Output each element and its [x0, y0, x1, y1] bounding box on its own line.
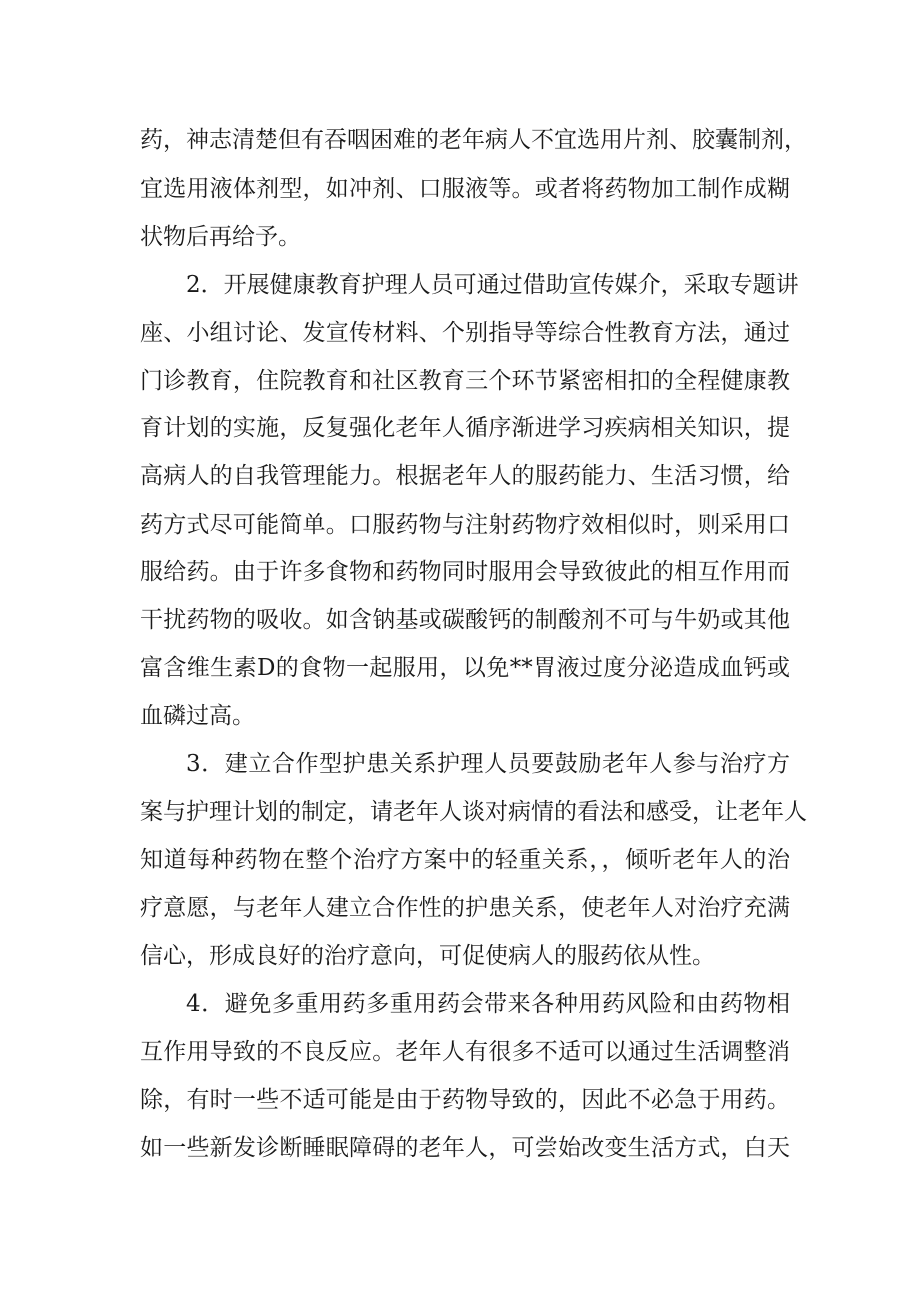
text-line: 案与护理计划的制定，请老年人谈对病情的看法和感受，让老年人 — [140, 799, 807, 825]
text-line: 育计划的实施，反复强化老年人循序渐进学习疾病相关知识，提 — [140, 415, 790, 441]
text-line: 药方式尽可能简单。口服药物与注射药物疗效相似时，则采用口 — [140, 512, 790, 538]
text-line: 高病人的自我管理能力。根据老年人的服药能力、生活习惯，给 — [140, 463, 790, 489]
paragraph-2-first-line: 2．开展健康教育护理人员可通过借助宣传媒介，采取专题讲 — [186, 272, 799, 298]
text-line: 除，有时一些不适可能是由于药物导致的，因此不必急于用药。 — [140, 1087, 790, 1113]
text-line: 药，神志清楚但有吞咽困难的老年病人不宜选用片剂、胶囊制剂， — [140, 127, 807, 153]
text-line: 疗意愿，与老年人建立合作性的护患关系，使老年人对治疗充满 — [140, 895, 790, 921]
text-line: 座、小组讨论、发宣传材料、个别指导等综合性教育方法，通过 — [140, 320, 790, 346]
text-line: 互作用导致的不良反应。老年人有很多不适可以通过生活调整消 — [140, 1039, 790, 1065]
text-line: 宜选用液体剂型，如冲剂、口服液等。或者将药物加工制作成糊 — [140, 176, 790, 202]
text-line: 门诊教育，住院教育和社区教育三个环节紧密相扣的全程健康教 — [140, 368, 790, 394]
paragraph-3-first-line: 3．建立合作型护患关系护理人员要鼓励老年人参与治疗方 — [186, 751, 790, 777]
text-line: 信心，形成良好的治疗意向，可促使病人的服药依从性。 — [140, 943, 715, 969]
text-line: 干扰药物的吸收。如含钠基或碳酸钙的制酸剂不可与牛奶或其他 — [140, 607, 790, 633]
text-line: 血磷过高。 — [140, 703, 255, 729]
text-line: 状物后再给予。 — [140, 224, 301, 250]
text-line: 富含维生素D的食物一起服用，以免**胃液过度分泌造成血钙或 — [140, 655, 790, 681]
text-line: 知道每种药物在整个治疗方案中的轻重关系，，倾听老年人的治 — [140, 847, 790, 873]
paragraph-4-first-line: 4．避免多重用药多重用药会带来各种用药风险和由药物相 — [186, 991, 790, 1017]
text-line: 如一些新发诊断睡眠障碍的老年人，可尝始改变生活方式，白天 — [140, 1135, 790, 1161]
text-line: 服给药。由于许多食物和药物同时服用会导致彼此的相互作用而 — [140, 559, 790, 585]
